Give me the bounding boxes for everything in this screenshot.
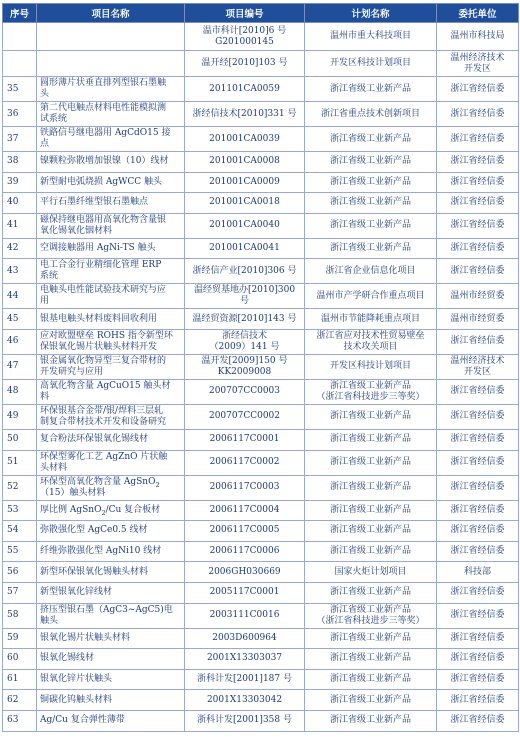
table-row xyxy=(3,603,519,628)
cell-code: 2006GH030669 xyxy=(185,562,305,583)
cell-unit: 温州市经贸委 xyxy=(437,284,519,309)
cell-plan: 浙江省企业信息化项目 xyxy=(305,259,437,284)
cell-name: 新型环保银氧化锡触头材料 xyxy=(37,562,185,583)
cell-unit: 浙江省经信委 xyxy=(437,404,519,429)
cell-name: Ag/Cu 复合弹性薄带 xyxy=(37,710,185,731)
cell-code: 201101CA0059 xyxy=(185,77,305,102)
cell-name: 环保型雾化工艺 AgZnO 片状触 头材料 xyxy=(37,450,185,475)
cell-name: 环保银基合金带/银/焊料三层轧 制复合带材技术开发和设备研究 xyxy=(37,404,185,429)
cell-plan: 浙江省级工业新产品 xyxy=(305,475,437,500)
cell-unit: 浙江省经信委 xyxy=(437,77,519,102)
cell-name: 复合粉法环保银氧化锡线材 xyxy=(37,429,185,450)
cell-unit: 浙江省经信委 xyxy=(437,450,519,475)
cell-code: 2006117C0003 xyxy=(185,475,305,500)
table-row xyxy=(3,649,519,670)
cell-unit: 浙江省经信委 xyxy=(437,238,519,259)
cell-plan: 浙江省级工业新产品 xyxy=(305,127,437,152)
cell-unit: 浙江省经信委 xyxy=(437,582,519,603)
cell-plan: 浙江省级工业新产品 xyxy=(305,450,437,475)
cell-code: 温市科计[2010]6 号 G201000145 xyxy=(185,23,305,51)
cell-plan: 开发区科技计划项目 xyxy=(305,51,437,77)
cell-num: 57 xyxy=(3,582,37,603)
cell-unit: 浙江省经信委 xyxy=(437,541,519,562)
cell-code: 200707CC0002 xyxy=(185,404,305,429)
cell-code: 浙经信技术[2010]331 号 xyxy=(185,102,305,127)
table-row xyxy=(3,23,519,51)
cell-plan: 浙江省级工业新产品 xyxy=(305,213,437,238)
cell-num: 63 xyxy=(3,710,37,731)
cell-name: 纤维弥散强化型 AgNi10 线材 xyxy=(37,541,185,562)
header-num: 序号 xyxy=(3,4,37,23)
cell-name: 磁保持继电器用高氧化物含量银 氧化锡氧化铟材料 xyxy=(37,213,185,238)
cell-num: 59 xyxy=(3,628,37,649)
cell-code: 201001CA0040 xyxy=(185,213,305,238)
cell-plan: 国家火炬计划项目 xyxy=(305,562,437,583)
table-row xyxy=(3,309,519,330)
cell-name: 镍颗粒弥散增加银镍（10）线材 xyxy=(37,152,185,173)
table-row xyxy=(3,690,519,711)
cell-code: 201001CA0018 xyxy=(185,193,305,214)
table-row xyxy=(3,152,519,173)
cell-unit: 浙江省经信委 xyxy=(437,603,519,628)
table-row xyxy=(3,213,519,238)
cell-code: 2001X13303037 xyxy=(185,649,305,670)
header-plan: 计划名称 xyxy=(305,4,437,23)
cell-code: 2005117C0001 xyxy=(185,582,305,603)
cell-unit: 浙江省经信委 xyxy=(437,500,519,521)
cell-plan: 浙江省级工业新产品 xyxy=(305,649,437,670)
cell-num: 49 xyxy=(3,404,37,429)
cell-plan: 浙江省级工业新产品 xyxy=(305,690,437,711)
cell-unit: 科技部 xyxy=(437,562,519,583)
table-row xyxy=(3,562,519,583)
cell-unit: 浙江省经信委 xyxy=(437,172,519,193)
table-row xyxy=(3,541,519,562)
cell-unit: 浙江省经信委 xyxy=(437,475,519,500)
cell-unit: 浙江省经信委 xyxy=(437,152,519,173)
cell-code: 浙经信技术 （2009）141 号 xyxy=(185,329,305,354)
cell-num: 61 xyxy=(3,669,37,690)
cell-name: 厚比例 AgSnO$_2$/Cu 复合板材 xyxy=(37,500,185,521)
cell-code: 2006117C0001 xyxy=(185,429,305,450)
cell-code: 201001CA0039 xyxy=(185,127,305,152)
header-unit: 委托单位 xyxy=(437,4,519,23)
cell-num: 58 xyxy=(3,603,37,628)
cell-num: 41 xyxy=(3,213,37,238)
cell-name: 铜碳化钨触头材料 xyxy=(37,690,185,711)
cell-unit: 浙江省经信委 xyxy=(437,690,519,711)
cell-unit: 温州市经贸委 xyxy=(437,309,519,330)
cell-unit: 浙江省经信委 xyxy=(437,127,519,152)
cell-num: 37 xyxy=(3,127,37,152)
cell-code: 2006117C0006 xyxy=(185,541,305,562)
cell-name: 空调接触器用 AgNi-TS 触头 xyxy=(37,238,185,259)
cell-name: 平行石墨纤维型银石墨触点 xyxy=(37,193,185,214)
cell-code: 温开经[2010]103 号 xyxy=(185,51,305,77)
cell-code: 2006117C0002 xyxy=(185,450,305,475)
cell-plan: 浙江省级工业新产品 xyxy=(305,193,437,214)
cell-num: 39 xyxy=(3,172,37,193)
cell-name: 新型耐电弧烧损 AgWCC 触头 xyxy=(37,172,185,193)
table-row xyxy=(3,77,519,102)
cell-name: 银基电触头材料废料回收利用 xyxy=(37,309,185,330)
cell-plan: 开发区科技计划项目 xyxy=(305,354,437,379)
cell-num: 52 xyxy=(3,475,37,500)
cell-num: 47 xyxy=(3,354,37,379)
cell-plan: 浙江省级工业新产品 xyxy=(305,238,437,259)
cell-unit: 温州经济技术 开发区 xyxy=(437,51,519,77)
cell-num: 44 xyxy=(3,284,37,309)
cell-unit: 浙江省经信委 xyxy=(437,213,519,238)
cell-unit: 浙江省经信委 xyxy=(437,669,519,690)
table-row xyxy=(3,102,519,127)
cell-code: 浙科计发[2001]187 号 xyxy=(185,669,305,690)
cell-unit: 温州经济技术 开发区 xyxy=(437,354,519,379)
cell-unit: 浙江省经信委 xyxy=(437,193,519,214)
cell-name: 银氧化锌片状触头 xyxy=(37,669,185,690)
cell-code: 200707CC0003 xyxy=(185,379,305,404)
cell-unit: 浙江省经信委 xyxy=(437,102,519,127)
cell-unit: 浙江省经信委 xyxy=(437,429,519,450)
cell-plan: 浙江省重点技术创新项目 xyxy=(305,102,437,127)
cell-name: 挤压型银石墨（AgC3~AgC5)电 触头 xyxy=(37,603,185,628)
table-row xyxy=(3,628,519,649)
table-row xyxy=(3,475,519,500)
cell-code: 201001CA0009 xyxy=(185,172,305,193)
cell-plan: 浙江省级工业新产品 xyxy=(305,710,437,731)
header-name: 项目名称 xyxy=(37,4,185,23)
table-row xyxy=(3,238,519,259)
cell-unit: 浙江省经信委 xyxy=(437,329,519,354)
cell-code: 浙经信产业[2010]306 号 xyxy=(185,259,305,284)
table-row xyxy=(3,329,519,354)
table-row xyxy=(3,51,519,77)
cell-num: 38 xyxy=(3,152,37,173)
table-row xyxy=(3,354,519,379)
cell-code: 2006117C0005 xyxy=(185,521,305,542)
cell-code: 2006117C0004 xyxy=(185,500,305,521)
cell-num: 36 xyxy=(3,102,37,127)
cell-unit: 浙江省经信委 xyxy=(437,649,519,670)
project-table-container xyxy=(2,3,518,732)
table-body xyxy=(3,23,519,732)
cell-name: 圆形薄片状垂直排列型银石墨触 头 xyxy=(37,77,185,102)
cell-num: 54 xyxy=(3,521,37,542)
cell-name: 应对欧盟壁垒 ROHS 指令新型环 保银氧化锡片状触头材料开发 xyxy=(37,329,185,354)
cell-name: 电工合金行业精细化管理 ERP 系统 xyxy=(37,259,185,284)
table-row xyxy=(3,500,519,521)
cell-name xyxy=(37,51,185,77)
cell-code: 温经贸资源[2010]143 号 xyxy=(185,309,305,330)
cell-name: 银氧化锡线材 xyxy=(37,649,185,670)
cell-plan: 浙江省级工业新产品 xyxy=(305,541,437,562)
cell-unit: 浙江省经信委 xyxy=(437,379,519,404)
cell-unit: 浙江省经信委 xyxy=(437,628,519,649)
cell-plan: 浙江省级工业新产品 xyxy=(305,500,437,521)
cell-plan: 浙江省级工业新产品 xyxy=(305,429,437,450)
cell-plan: 浙江省级工业新产品 xyxy=(305,582,437,603)
table-row xyxy=(3,259,519,284)
cell-num xyxy=(3,23,37,51)
cell-num: 40 xyxy=(3,193,37,214)
table-row xyxy=(3,710,519,731)
cell-plan: 浙江省级工业新产品 xyxy=(305,404,437,429)
cell-num xyxy=(3,51,37,77)
table-row xyxy=(3,582,519,603)
table-row xyxy=(3,404,519,429)
cell-plan: 浙江省级工业新产品 xyxy=(305,172,437,193)
cell-plan: 浙江省级工业新产品 （浙江省科技进步三等奖） xyxy=(305,379,437,404)
cell-name: 弥散强化型 AgCe0.5 线材 xyxy=(37,521,185,542)
cell-plan: 浙江省应对技术性贸易壁垒 技术攻关项目 xyxy=(305,329,437,354)
table-row xyxy=(3,521,519,542)
cell-num: 56 xyxy=(3,562,37,583)
cell-code: 2003111C0016 xyxy=(185,603,305,628)
cell-plan: 浙江省级工业新产品 xyxy=(305,669,437,690)
cell-code: 浙科计发[2001]358 号 xyxy=(185,710,305,731)
table-row xyxy=(3,284,519,309)
cell-plan: 温州市产学研合作重点项目 xyxy=(305,284,437,309)
cell-plan: 温州市节能降耗重点项目 xyxy=(305,309,437,330)
cell-num: 51 xyxy=(3,450,37,475)
cell-code: 温经贸基地办[2010]300 号 xyxy=(185,284,305,309)
cell-num: 62 xyxy=(3,690,37,711)
cell-unit: 浙江省经信委 xyxy=(437,521,519,542)
cell-num: 55 xyxy=(3,541,37,562)
cell-plan: 浙江省级工业新产品 xyxy=(305,77,437,102)
cell-plan: 浙江省级工业新产品 xyxy=(305,152,437,173)
cell-num: 45 xyxy=(3,309,37,330)
table-row xyxy=(3,127,519,152)
cell-code: 201001CA0041 xyxy=(185,238,305,259)
cell-name xyxy=(37,23,185,51)
cell-num: 46 xyxy=(3,329,37,354)
cell-unit: 浙江省经信委 xyxy=(437,710,519,731)
table-row xyxy=(3,669,519,690)
cell-name: 电触头电性能试验技术研究与应 用 xyxy=(37,284,185,309)
cell-plan: 浙江省级工业新产品 xyxy=(305,521,437,542)
cell-num: 60 xyxy=(3,649,37,670)
cell-name: 铁路信号继电器用 AgCdO15 接 点 xyxy=(37,127,185,152)
table-row xyxy=(3,172,519,193)
cell-name: 第二代电触点材料电性能模拟测 试系统 xyxy=(37,102,185,127)
header-code: 项目编号 xyxy=(185,4,305,23)
cell-name: 高氧化物含量 AgCuO15 触头材 料 xyxy=(37,379,185,404)
cell-code: 2001X13303042 xyxy=(185,690,305,711)
cell-unit: 浙江省经信委 xyxy=(437,259,519,284)
cell-num: 48 xyxy=(3,379,37,404)
table-row xyxy=(3,429,519,450)
cell-name: 银氧化锡片状触头材料 xyxy=(37,628,185,649)
cell-num: 35 xyxy=(3,77,37,102)
cell-num: 43 xyxy=(3,259,37,284)
cell-name: 环保型高氧化物含量 AgSnO$_2$ （15）触头材料 xyxy=(37,475,185,500)
project-table xyxy=(2,3,519,732)
cell-num: 42 xyxy=(3,238,37,259)
cell-name: 银金属氧化物异型三复合带材的 开发研究与应用 xyxy=(37,354,185,379)
cell-code: 2003D600964 xyxy=(185,628,305,649)
cell-plan: 浙江省级工业新产品 xyxy=(305,628,437,649)
table-row xyxy=(3,450,519,475)
table-row xyxy=(3,379,519,404)
cell-code: 温开发[2009]150 号 KK2009008 xyxy=(185,354,305,379)
cell-unit: 温州市科技局 xyxy=(437,23,519,51)
cell-code: 201001CA0008 xyxy=(185,152,305,173)
cell-plan: 温州市重大科技项目 xyxy=(305,23,437,51)
cell-name: 新型银氧化锌线材 xyxy=(37,582,185,603)
cell-num: 50 xyxy=(3,429,37,450)
cell-num: 53 xyxy=(3,500,37,521)
cell-plan: 浙江省级工业新产品 （浙江省科技进步三等奖） xyxy=(305,603,437,628)
table-header-row xyxy=(3,4,519,23)
table-row xyxy=(3,193,519,214)
